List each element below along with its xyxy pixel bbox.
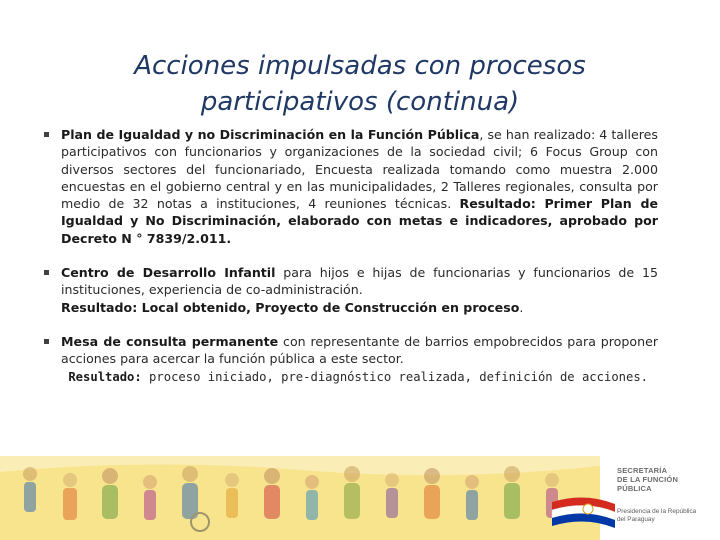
title-line-2: participativos (continua)	[200, 87, 520, 117]
secretaria-logo	[617, 466, 678, 493]
item-body: para hijos e hijas de funcionarias y funcionarios de 15 instituciones, experiencia de co-administración.	[61, 265, 658, 298]
logo-line-1: SECRETARÍA	[617, 466, 668, 475]
item-body: , se han realizado: 4 talleres participativos con funcionarios y organizaciones de la sociedad civil; 6 Focus Group con diversos sectores del funcionariado, Encuesta realizada tomando como muestra 2.000 encuestas en el gobierno central y en las municipalidades, 2 Talleres regionales, consulta por medio de 32 notas a instituciones, 4 reuniones técnicas.	[61, 127, 658, 212]
result-text: proceso iniciado, pre-diagnóstico realizada, definición de acciones.	[141, 369, 649, 384]
logo-line-2: DE LA FUNCIÓN	[617, 475, 679, 484]
list-item-plan-igualdad	[44, 126, 658, 247]
logo-sub-2: del Paraguay	[617, 515, 655, 523]
footer-illustration	[0, 452, 720, 540]
logo-line-3: PÚBLICA	[617, 484, 652, 493]
result-label: Resultado	[61, 299, 133, 315]
result-text: : Local obtenido, Proyecto de Construcción en proceso	[132, 299, 520, 315]
item-lead: Mesa de consulta permanente	[61, 333, 279, 349]
logo-subtitle	[617, 508, 696, 523]
page-title	[60, 48, 660, 120]
result-label: Resultado:	[459, 196, 536, 212]
bullet-marker	[44, 339, 49, 344]
bullet-marker	[44, 270, 49, 275]
result-label: Resultado:	[68, 369, 142, 384]
bullet-list	[44, 126, 658, 386]
result-tail: .	[519, 299, 524, 315]
title-line-1: Acciones impulsadas con procesos	[134, 51, 586, 81]
logo-sub-1: Presidencia de la República	[617, 508, 697, 515]
list-item-mesa-consulta	[44, 333, 658, 386]
list-item-centro-desarrollo	[44, 264, 658, 316]
item-lead: Centro de Desarrollo Infantil	[61, 265, 276, 281]
item-body: con representante de barrios empobrecidos para proponer acciones para acercar la función pública a este sector.	[61, 333, 658, 367]
result-text: Primer Plan de Igualdad y No Discriminación, elaborado con metas e indicadores, aprobado por Decreto N ° 7839/2.011.	[61, 196, 658, 246]
bullet-marker	[44, 132, 49, 137]
item-lead: Plan de Igualdad y no Discriminación en la Función Pública	[61, 127, 480, 142]
